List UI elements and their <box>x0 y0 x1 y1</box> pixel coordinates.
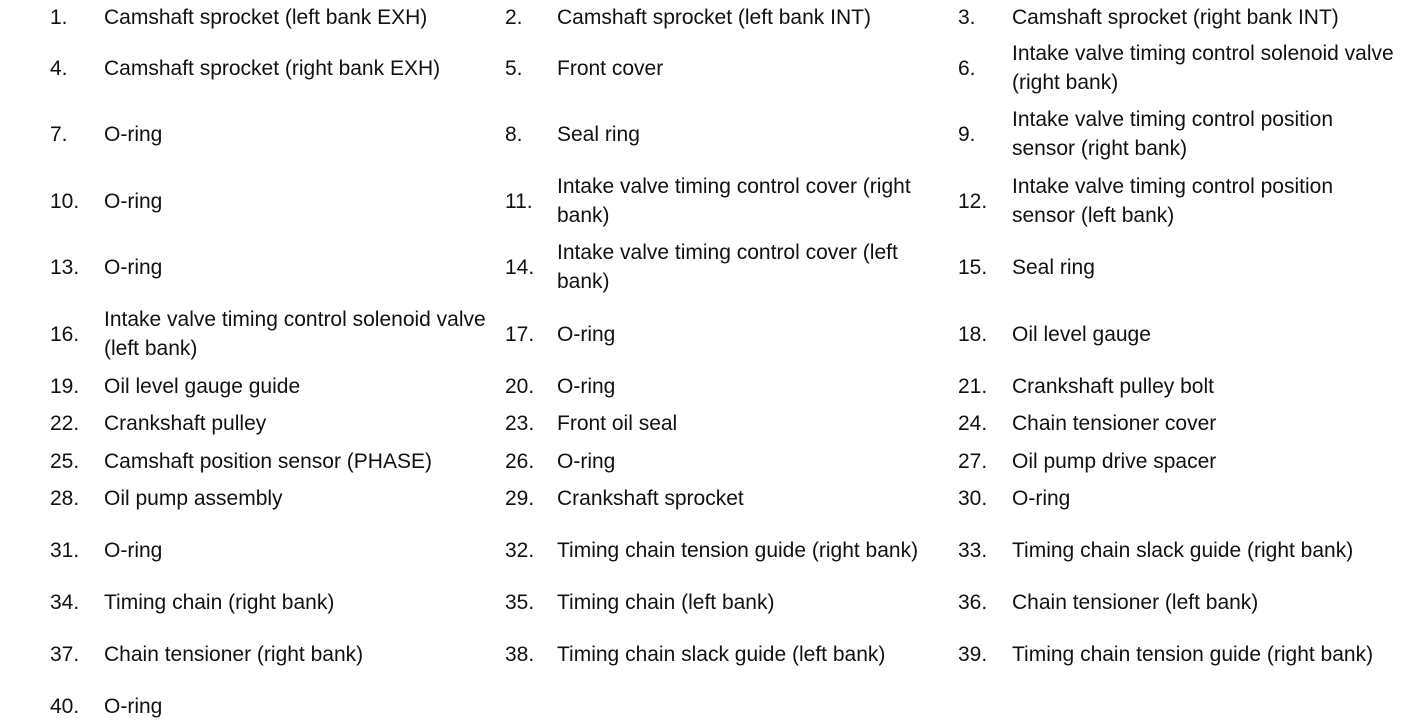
legend-row <box>0 520 1408 580</box>
legend-item <box>958 237 1398 297</box>
item-number: 24. <box>958 411 988 435</box>
item-number: 33. <box>958 538 988 562</box>
legend-item <box>505 237 945 297</box>
item-number: 5. <box>505 56 523 80</box>
item-label: Timing chain (left bank) <box>557 590 775 614</box>
item-number: 16. <box>50 322 80 346</box>
item-number: 37. <box>50 642 80 666</box>
legend-item <box>958 3 1398 31</box>
item-number: 26. <box>505 449 535 473</box>
item-number: 20. <box>505 374 535 398</box>
item-number: 18. <box>958 322 988 346</box>
item-number: 4. <box>50 56 68 80</box>
item-label: Camshaft sprocket (right bank EXH) <box>104 56 441 80</box>
item-label: Oil level gauge guide <box>104 374 301 398</box>
item-label: Crankshaft pulley bolt <box>1012 374 1214 398</box>
legend-item <box>505 171 945 231</box>
legend-row <box>0 237 1408 297</box>
item-number: 31. <box>50 538 80 562</box>
item-label: O-ring <box>557 449 616 473</box>
item-label: Oil level gauge <box>1012 322 1151 346</box>
legend-row <box>0 304 1408 364</box>
item-number: 27. <box>958 449 988 473</box>
legend-item <box>505 3 945 31</box>
legend-item <box>505 446 945 476</box>
item-label: Intake valve timing control solenoid valve (right bank) <box>1012 42 1394 94</box>
legend-item <box>50 371 490 401</box>
legend-item <box>958 371 1398 401</box>
item-number: 15. <box>958 255 988 279</box>
legend-item <box>958 171 1398 231</box>
item-number: 3. <box>958 5 976 29</box>
item-label: Timing chain slack guide (right bank) <box>1012 538 1354 562</box>
item-number: 36. <box>958 590 988 614</box>
legend-row <box>0 3 1408 31</box>
legend-item <box>505 38 945 98</box>
legend-item <box>50 408 490 438</box>
item-label: O-ring <box>104 255 163 279</box>
item-label: Crankshaft sprocket <box>557 486 744 510</box>
legend-item <box>505 408 945 438</box>
legend-row <box>0 104 1408 164</box>
item-label: O-ring <box>104 538 163 562</box>
item-label: Timing chain (right bank) <box>104 590 335 614</box>
legend-row <box>0 408 1408 438</box>
item-label: Intake valve timing control position sensor (right bank) <box>1012 108 1333 160</box>
legend-row <box>0 446 1408 476</box>
item-number: 8. <box>505 122 523 146</box>
item-label: O-ring <box>104 122 163 146</box>
item-number: 21. <box>958 374 988 398</box>
item-number: 17. <box>505 322 535 346</box>
legend-row <box>0 624 1408 684</box>
legend-row <box>0 691 1408 721</box>
legend-item <box>50 446 490 476</box>
item-number: 40. <box>50 694 80 718</box>
item-label: Chain tensioner cover <box>1012 411 1217 435</box>
item-label: Chain tensioner (right bank) <box>104 642 364 666</box>
item-label: Seal ring <box>1012 255 1095 279</box>
item-label: O-ring <box>557 374 616 398</box>
legend-item <box>958 520 1398 580</box>
legend-item <box>50 3 490 31</box>
legend-item <box>505 587 945 617</box>
item-number: 38. <box>505 642 535 666</box>
item-number: 10. <box>50 189 80 213</box>
item-number: 35. <box>505 590 535 614</box>
item-label: O-ring <box>104 189 163 213</box>
item-number: 28. <box>50 486 80 510</box>
legend-row <box>0 38 1408 98</box>
item-label: Chain tensioner (left bank) <box>1012 590 1259 614</box>
legend-item <box>958 38 1398 98</box>
item-number: 22. <box>50 411 80 435</box>
item-number: 1. <box>50 5 68 29</box>
legend-item <box>50 520 490 580</box>
legend-item <box>958 624 1398 684</box>
item-label: Oil pump assembly <box>104 486 283 510</box>
item-number: 25. <box>50 449 80 473</box>
legend-item <box>958 446 1398 476</box>
item-number: 30. <box>958 486 988 510</box>
item-number: 9. <box>958 122 976 146</box>
item-number: 7. <box>50 122 68 146</box>
item-label: Camshaft position sensor (PHASE) <box>104 449 432 473</box>
legend-item <box>505 304 945 364</box>
legend-row <box>0 171 1408 231</box>
legend-row <box>0 587 1408 617</box>
item-number: 32. <box>505 538 535 562</box>
item-label: Camshaft sprocket (left bank INT) <box>557 5 871 29</box>
legend-item <box>958 587 1398 617</box>
item-label: Crankshaft pulley <box>104 411 267 435</box>
item-number: 13. <box>50 255 80 279</box>
item-label: Oil pump drive spacer <box>1012 449 1217 473</box>
item-label: Intake valve timing control solenoid valve (left bank) <box>104 308 486 360</box>
item-label: O-ring <box>104 694 163 718</box>
item-number: 6. <box>958 56 976 80</box>
item-label: Timing chain slack guide (left bank) <box>557 642 886 666</box>
item-number: 34. <box>50 590 80 614</box>
legend-row <box>0 483 1408 513</box>
legend-item <box>958 104 1398 164</box>
legend-item <box>50 38 490 98</box>
item-label: Timing chain tension guide (right bank) <box>557 538 919 562</box>
legend-item <box>958 304 1398 364</box>
item-number: 11. <box>505 189 533 213</box>
item-number: 12. <box>958 189 988 213</box>
item-number: 23. <box>505 411 535 435</box>
legend-row <box>0 371 1408 401</box>
item-number: 29. <box>505 486 535 510</box>
legend-item <box>958 408 1398 438</box>
item-label: Camshaft sprocket (left bank EXH) <box>104 5 428 29</box>
legend-item <box>50 483 490 513</box>
legend-item <box>505 520 945 580</box>
item-label: Front oil seal <box>557 411 678 435</box>
legend-item <box>50 171 490 231</box>
item-label: Seal ring <box>557 122 640 146</box>
item-label: Intake valve timing control cover (left bank) <box>557 241 898 293</box>
legend-item <box>50 304 490 364</box>
legend-item <box>50 104 490 164</box>
item-label: Front cover <box>557 56 664 80</box>
legend-item <box>505 104 945 164</box>
legend-item <box>505 624 945 684</box>
item-number: 14. <box>505 255 535 279</box>
item-label: O-ring <box>1012 486 1071 510</box>
item-label: Intake valve timing control position sensor (left bank) <box>1012 175 1333 227</box>
item-label: Camshaft sprocket (right bank INT) <box>1012 5 1339 29</box>
legend-item <box>50 691 490 721</box>
item-label: Intake valve timing control cover (right bank) <box>557 175 911 227</box>
legend-item <box>50 624 490 684</box>
legend-item <box>505 483 945 513</box>
item-number: 19. <box>50 374 80 398</box>
item-number: 2. <box>505 5 523 29</box>
item-label: O-ring <box>557 322 616 346</box>
legend-item <box>958 483 1398 513</box>
item-number: 39. <box>958 642 988 666</box>
legend-item <box>505 371 945 401</box>
item-label: Timing chain tension guide (right bank) <box>1012 642 1374 666</box>
legend-item <box>50 237 490 297</box>
legend-item <box>50 587 490 617</box>
